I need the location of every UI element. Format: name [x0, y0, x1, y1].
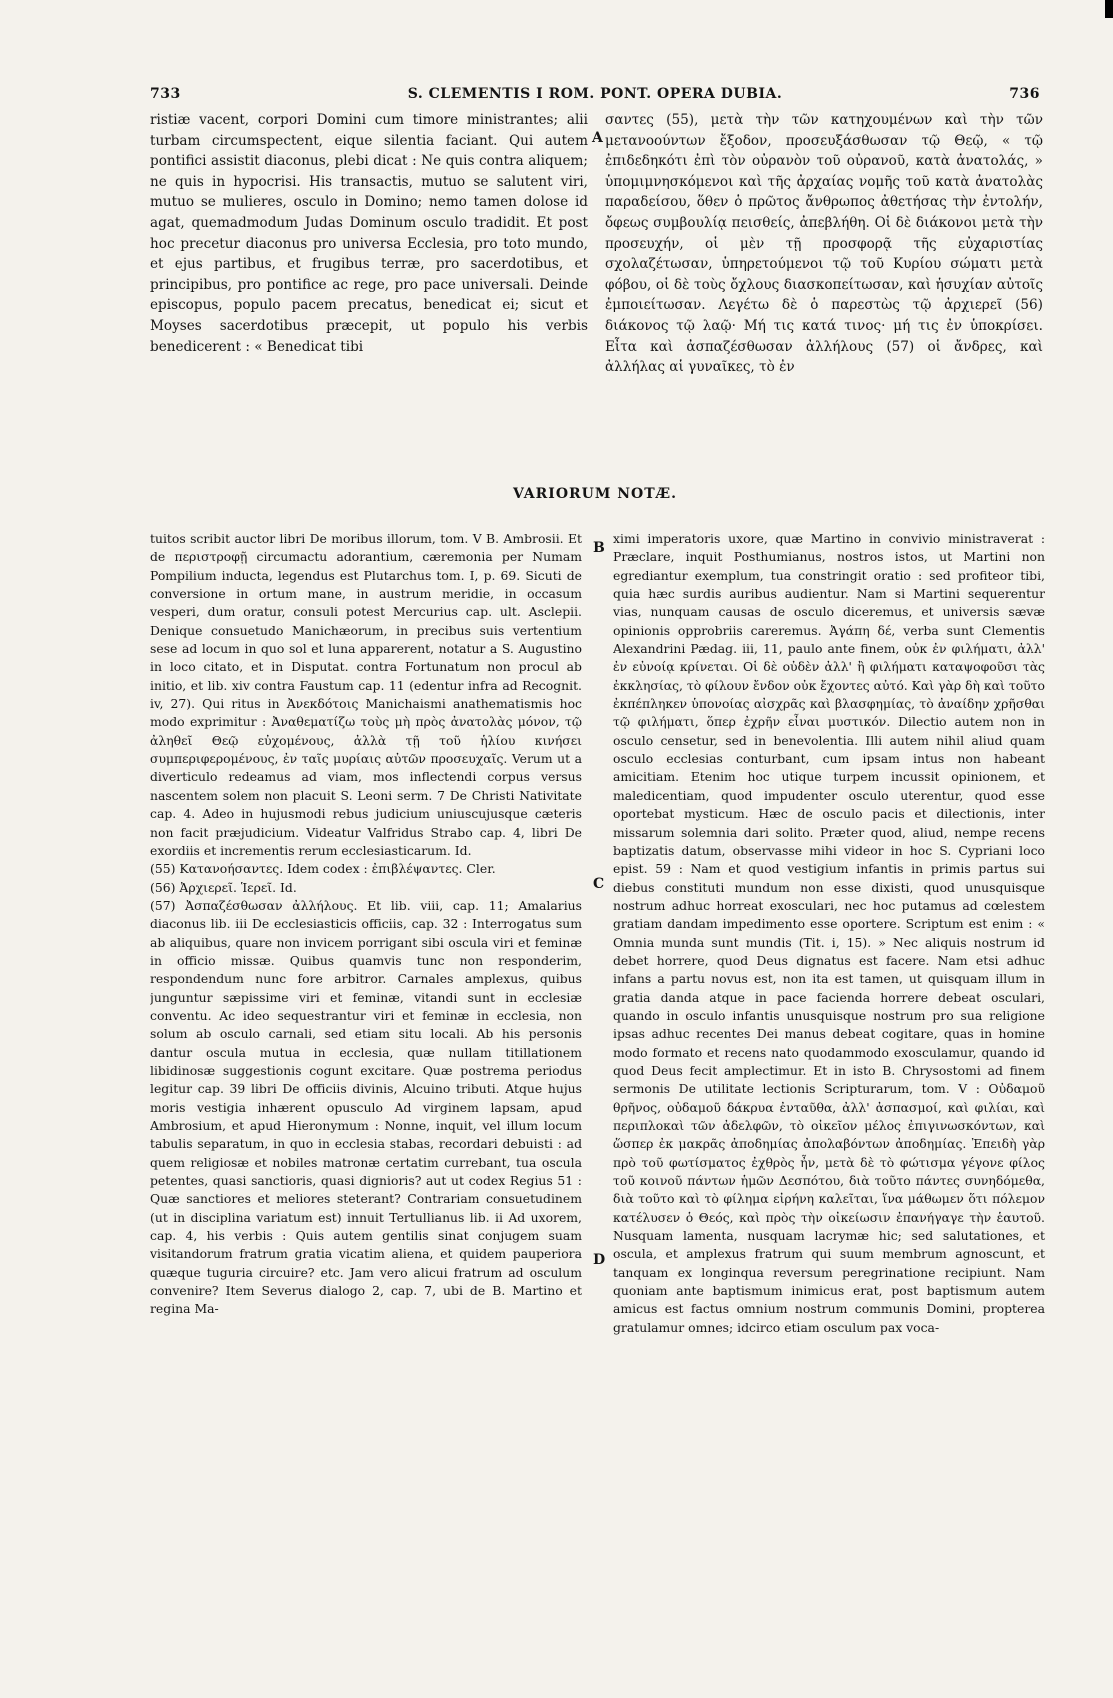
notes-column-left	[150, 530, 582, 1560]
margin-marker-d: D	[593, 1252, 606, 1268]
scan-edge-mark	[1105, 0, 1113, 18]
latin-text: ristiæ vacent, corpori Domini cum timore ministrantes; alii turbam circumspectent, eique silentia faciant. Qui autem pontifici assistit diaconus, plebi dicat : Ne quis contra aliquem; ne quis in hypocrisi. His transactis, mutuo se salutent viri, mutuo se mulieres, osculo in Domino; nemo tamen dolose id agat, quemadmodum Judas Dominum osculo tradidit. Et post hoc precetur diaconus pro universa Ecclesia, pro toto mundo, et ejus partibus, et frugibus terræ, pro sacerdotibus, et principibus, pro pontifice ac rege, pro pace universali. Deinde episcopus, populo pacem precatus, benedicat ei; sicut et Moyses sacerdotibus præcepit, ut populo his verbis benedicerent : « Benedicat tibi	[150, 112, 588, 355]
note-55: (55) Κατανοήσαντες. Idem codex : ἐπιβλέψαντες. Cler.	[150, 861, 496, 877]
note-56: (56) Ἀρχιερεῖ. Ἱερεῖ. Id.	[150, 879, 297, 895]
note-continuation: ximi imperatoris uxore, quæ Martino in convivio ministraverat : Præclare, inquit Posthumianus, nostros istos, ut Martini non egrediantur exemplum, tua constringit oratio : sed profiteor tibi, quia hæc surdis auribus audientur. Nam si Martini sequerentur vias, nunquam causas de osculo diceremus, et universis sævæ opinionis opprobriis careremus. Ἀγάπη δέ, verba sunt Clementis Alexandrini Pædag. iii, 11, paulo ante finem, οὐκ ἐν φιλήματι, ἀλλ' ἐν εὐνοίᾳ κρίνεται. Οἱ δὲ οὐδὲν ἀλλ' ἢ φιλήματι καταψοφοῦσι τὰς ἐκκλησίας, τὸ φίλουν ἔνδον οὐκ ἔχοντες αὐτό. Καὶ γὰρ δὴ καὶ τοῦτο ἐκπέπληκεν ὑπονοίας αἰσχρᾶς καὶ βλασφημίας, τὸ ἀναίδην χρῆσθαι τῷ φιλήματι, ὅπερ ἐχρῆν εἶναι μυστικόν. Dilectio autem non in osculo censetur, sed in benevolentia. Illi autem nihil aliud quam osculo ecclesias conturbant, cum ipsam intus non habeant amicitiam. Etenim hoc utique turpem incussit opinionem, et maledicentiam, quod impudenter osculo uterentur, quod esse oportebat mysticum. Hæc de osculo pacis et dilectionis, inter missarum solemnia dari solito. Præter quod, aliud, nempe recens baptizatis datum, observasse mihi videor in hoc S. Cypriani loco epist. 59 : Nam et quod vestigium infantis in primis partus sui diebus constituti mundum non esse dixisti, quod unusquisque nostrum adhuc horreat exosculari, nec hoc putamus ad cœlestem gratiam dandam impedimento esse oportere. Scriptum est enim : « Omnia munda sunt mundis (Tit. i, 15). » Nec aliquis nostrum id debet horrere, quod Deus dignatus est facere. Nam etsi adhuc infans a partu novus est, non ita est tamen, ut quisquam illum in gratia danda atque in pace facienda horrere debeat osculari, quando in osculo infantis unusquisque nostrum pro sua religione ipsas adhuc recentes Dei manus debeat cogitare, quas in homine modo formato et recens nato quodammodo exosculamur, quando id quod Deus fecit amplectimur. Et in isto B. Chrysostomi ad finem sermonis De utilitate lectionis Scripturarum, tom. V : Οὐδαμοῦ θρῆνος, οὐδαμοῦ δάκρυα ἐνταῦθα, ἀλλ' ἀσπασμοί, καὶ φιλίαι, καὶ περιπλοκαὶ τῶν ἀδελφῶν, τὸ οἰκεῖον μέλος ἐπιγινωσκόντων, καὶ ὥσπερ ἐκ μακρᾶς ἀποδημίας ἀπολαβόντων ἀποδημίας. Ἐπειδὴ γὰρ πρὸ τοῦ φωτίσματος ἐχθρὸς ἦν, μετὰ δὲ τὸ φώτισμα γέγονε φίλος τοῦ κοινοῦ πάντων ἡμῶν Δεσπότου, διὰ τοῦτο πάντες συνηδόμεθα, διὰ τοῦτο καὶ τὸ φίλημα εἰρήνη καλεῖται, ἵνα μάθωμεν ὅτι πόλεμον κατέλυσεν ὁ Θεός, καὶ πρὸς τὴν οἰκείωσιν ἐπανήγαγε τὴν ἑαυτοῦ. Nusquam lamenta, nusquam lacrymæ hic; sed salutationes, et oscula, et amplexus fratrum qui suum membrum agnoscunt, et tanquam ex longinqua reversum peregrinatione recipiunt. Nam quoniam ante baptismum inimicus erat, post baptismum autem amicus est factus omnium nostrum communis Domini, propterea gratulamur omnes; idcirco etiam osculum pax voca-	[613, 531, 1045, 1335]
margin-marker-a: A	[592, 130, 603, 146]
page-number-right: 736	[1009, 86, 1040, 102]
section-heading: VARIORUM NOTÆ.	[513, 486, 677, 502]
greek-text-column	[605, 110, 1043, 470]
greek-text: σαντες (55), μετὰ τὴν τῶν κατηχουμένων καὶ τὴν τῶν μετανοούντων ἔξοδον, προσευξάσθωσαν τῷ Θεῷ, « τῷ ἐπιδεδηκότι ἐπὶ τὸν οὐρανὸν τοῦ οὐρανοῦ, κατὰ ἀνατολάς, » ὑπομιμνησκόμενοι καὶ τῆς ἀρχαίας νομῆς τοῦ κατὰ ἀνατολὰς παραδείσου, ὅθεν ὁ πρῶτος ἄνθρωπος ἀθετήσας τὴν ἐντολήν, ὄφεως συμβουλίᾳ πεισθείς, ἀπεβλήθη. Οἱ δὲ διάκονοι μετὰ τὴν προσευχήν, οἱ μὲν τῇ προσφορᾷ τῆς εὐχαριστίας σχολαζέτωσαν, ὑπηρετούμενοι τῷ τοῦ Κυρίου σώματι μετὰ φόβου, οἱ δὲ τοὺς ὄχλους διασκοπείτωσαν, καὶ ἡσυχίαν αὐτοῖς ἐμποιείτωσαν. Λεγέτω δὲ ὁ παρεστὼς τῷ ἀρχιερεῖ (56) διάκονος τῷ λαῷ· Μή τις κατά τινος· μή τις ἐν ὑποκρίσει. Εἶτα καὶ ἀσπαζέσθωσαν ἀλλήλους (57) οἱ ἄνδρες, καὶ ἀλλήλας αἱ γυναῖκες, τὸ ἐν	[605, 112, 1043, 376]
notes-column-right	[613, 530, 1045, 1560]
running-title: S. CLEMENTIS I ROM. PONT. OPERA DUBIA.	[407, 86, 783, 102]
running-header	[150, 86, 1040, 110]
margin-marker-b: B	[593, 540, 605, 556]
latin-text-column	[150, 110, 588, 470]
note-paragraph: tuitos scribit auctor libri De moribus illorum, tom. V B. Ambrosii. Et de περιστροφῇ circumactu adorantium, cæremonia per Numam Pompilium inducta, legendus est Plutarchus tom. I, p. 69. Sicuti de conversione in ortum mane, in austrum meridie, in occasum vesperi, dum oratur, consuli potest Mercurius cap. ult. Asclepii. Denique consuetudo Manichæorum, in precibus suis vertentium sese ad locum in quo sol et luna apparerent, notatur a S. Augustino in loco citato, et in Disputat. contra Fortunatum non procul ab initio, et lib. xiv contra Faustum cap. 11 (edentur infra ad Recognit. iv, 27). Qui ritus in Ἀνεκδότοις Manichaismi anathematismis hoc modo exprimitur : Ἀναθεματίζω τοὺς μὴ πρὸς ἀνατολὰς μόνον, τῷ ἀληθεῖ Θεῷ εὐχομένους, ἀλλὰ τῇ τοῦ ἡλίου κινήσει συμπεριφερομένους, ἐν ταῖς μυρίαις αὐτῶν προσευχαῖς. Verum ut a diverticulo redeamus ad viam, mos inflectendi corpus versus nascentem solem non placuit S. Leoni serm. 7 De Christi Nativitate cap. 4. Adeo in hujusmodi rebus judicium uniuscujusque cæteris non facit præjudicium. Videatur Valfridus Strabo cap. 4, libri De exordiis et incrementis rerum ecclesiasticarum. Id.	[150, 531, 582, 858]
margin-marker-c: C	[593, 876, 605, 892]
note-57: (57) Ἀσπαζέσθωσαν ἀλλήλους. Et lib. viii, cap. 11; Amalarius diaconus lib. iii De ecclesiasticis officiis, cap. 32 : Interrogatus sum ab aliquibus, quare non invicem porrigant sibi oscula viri et feminæ in officio missæ. Quibus quamvis tunc non responderim, respondendum nunc fore arbitror. Carnales amplexus, quibus junguntur sæpissime viri et feminæ, vitandi sunt in ecclesiæ conventu. Ac ideo sequestrantur viri et feminæ in ecclesia, non solum ab osculo carnali, sed etiam situ locali. Ab his personis dantur oscula mutua in ecclesia, quæ nullam titillationem libidinosæ suggestionis cogunt excitare. Quæ postrema periodus legitur cap. 39 libri De officiis divinis, Alcuino tributi. Atque hujus moris vestigia inhærent opusculo Ad virginem lapsam, apud Ambrosium, et apud Hieronymum : Nonne, inquit, vel illum locum tabulis separatum, in quo in ecclesia stabas, recordari debuisti : ad quem religiosæ et nobiles matronæ certatim currebant, tua oscula petentes, quasi sanctioris, quasi dignioris? aut ut codex Regius 51 : Quæ sanctiores et meliores steterant? Contrariam consuetudinem (ut in disciplina variatum est) innuit Tertullianus lib. ii Ad uxorem, cap. 4, his verbis : Quis autem gentilis sinat conjugem suam visitandorum fratrum gratia vicatim aliena, et quidem pauperiora quæque tuguria circuire? etc. Jam vero alicui fratrum ad osculum convenire? Item Severus dialogo 2, cap. 7, ubi de B. Martino et regina Ma-	[150, 897, 582, 1317]
page-number-left: 733	[150, 86, 181, 102]
